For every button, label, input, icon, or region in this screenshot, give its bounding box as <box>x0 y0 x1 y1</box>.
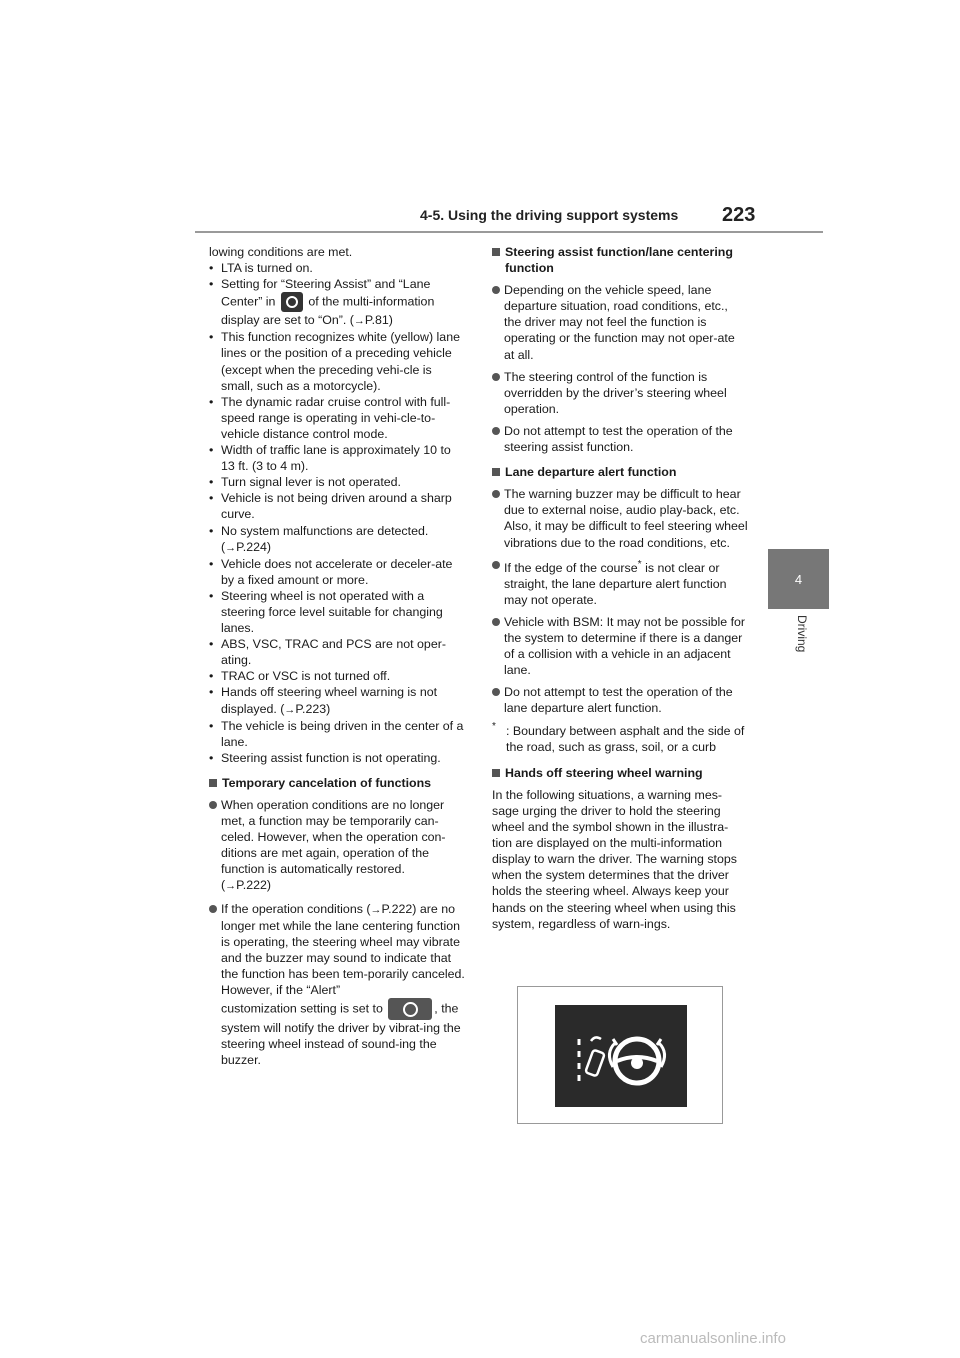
condition-item: • This function recognizes white (yellow) lane lines or the position of a preceding vehicle (except when the preceding vehi-cle is small, such as a motorcycle). <box>209 329 465 393</box>
footnote-marker: * <box>492 720 496 732</box>
reference-arrow-icon: → <box>370 903 382 916</box>
lane-departure-heading: Lane departure alert function <box>492 464 748 480</box>
page-reference-link[interactable]: P.81) <box>364 313 393 328</box>
condition-item: • TRAC or VSC is not turned off. <box>209 668 465 684</box>
header-divider <box>195 231 823 233</box>
condition-item: • Vehicle does not accelerate or deceler-ate by a fixed amount or more. <box>209 556 465 588</box>
condition-item: • No system malfunctions are detected. (→P.224) <box>209 523 465 556</box>
chapter-number: 4 <box>794 571 803 587</box>
steering-assist-item: Depending on the vehicle speed, lane departure situation, road conditions, etc., the driver may not feel the function is operating or the function may not oper-ate at all. <box>492 282 748 362</box>
operating-conditions-list <box>209 260 465 766</box>
condition-item: • Steering assist function is not operating. <box>209 750 465 766</box>
steering-assist-item: Do not attempt to test the operation of the steering assist function. <box>492 423 748 455</box>
condition-item: • The dynamic radar cruise control with full-speed range is operating in vehi-cle-to-vehicle distance control mode. <box>209 394 465 442</box>
page-reference-link[interactable]: P.223) <box>295 701 331 716</box>
condition-item: • Hands off steering wheel warning is not displayed. (→P.223) <box>209 684 465 717</box>
condition-item: • Steering wheel is not operated with a steering force level suitable for changing lanes. <box>209 588 465 636</box>
lane-departure-item: Do not attempt to test the operation of the lane departure alert function. <box>492 684 748 716</box>
multi-information-display <box>555 1005 687 1107</box>
condition-item: • The vehicle is being driven in the center of a lane. <box>209 718 465 750</box>
condition-item: • Turn signal lever is not operated. <box>209 474 465 490</box>
page-reference-link[interactable]: P.222) are <box>381 901 438 916</box>
condition-item: • ABS, VSC, TRAC and PCS are not oper-ating. <box>209 636 465 668</box>
steering-assist-item: The steering control of the function is overridden by the driver’s steering wheel operation. <box>492 369 748 417</box>
condition-item: • Setting for “Steering Assist” and “Lane Center” in of the multi-information display are set to “On”. (→P.81) <box>209 276 465 329</box>
page-reference-link[interactable]: P.222) <box>236 878 272 893</box>
steering-assist-heading: Steering assist function/lane centering function <box>492 244 748 276</box>
watermark: carmanualsonline.info <box>640 1330 786 1347</box>
condition-item: • LTA is turned on. <box>209 260 465 276</box>
lane-departure-item: The warning buzzer may be difficult to hear due to external noise, audio play-back, etc. Also, it may be difficult to feel steering wheel vibrations due to the road conditions, etc. <box>492 486 748 550</box>
right-column <box>492 244 748 932</box>
page-reference-link[interactable]: P.224) <box>236 539 272 554</box>
footnote-marker: * <box>637 558 642 570</box>
footnote: * : Boundary between asphalt and the side of the road, such as grass, soil, or a curb <box>492 720 745 754</box>
condition-item: • Width of traffic lane is approximately 10 to 13 ft. (3 to 4 m). <box>209 442 465 474</box>
left-column <box>209 244 465 1074</box>
section-title: 4-5. Using the driving support systems <box>420 207 679 223</box>
lane-departure-item: If the edge of the course* is not clear or straight, the lane departure alert function may not operate. <box>492 557 748 608</box>
chapter-tab[interactable] <box>768 549 829 609</box>
hands-off-steering-wheel-icon <box>555 1005 687 1107</box>
temporary-cancelation-heading: Temporary cancelation of functions <box>209 775 465 791</box>
reference-arrow-icon: → <box>225 880 237 893</box>
temporary-cancelation-item: When operation conditions are no longer met, a function may be temporarily can-celed. However, when the operation con-ditions are met again, operation of the function is automatically restored. (→P.222) <box>209 797 465 895</box>
temporary-cancelation-item: If the operation conditions (→P.222) are no longer met while the lane centering function is operating, the steering wheel may vibrate and the buzzer may sound to indicate that the function has been tem-porarily canceled. However, if the “Alert” customization setting is set to , the system will notify the driver by vibrat-ing the steering wheel instead of sound-ing the buzzer. <box>209 901 465 1069</box>
steering-vibration-icon <box>388 998 432 1020</box>
conditions-intro: lowing conditions are met. <box>209 245 353 259</box>
settings-gear-icon <box>281 292 303 312</box>
condition-item: • Vehicle is not being driven around a sharp curve. <box>209 490 465 522</box>
hands-off-heading: Hands off steering wheel warning <box>492 765 748 781</box>
reference-arrow-icon: → <box>284 703 296 716</box>
hands-off-body: In the following situations, a warning mes-sage urging the driver to hold the steering wheel and the symbol shown in the illustra-tion are displayed on the multi-information display to warn the driver. The warning stops when the system determines that the driver holds the steering wheel. Always keep your hands on the steering wheel when using this system, regardless of warn-ings. <box>492 787 737 931</box>
lane-departure-item: Vehicle with BSM: It may not be possible for the system to determine if there is a danger of a collision with a vehicle in an adjacent lane. <box>492 614 748 678</box>
chapter-name: Driving <box>795 615 809 653</box>
reference-arrow-icon: → <box>353 315 365 328</box>
reference-arrow-icon: → <box>225 541 237 554</box>
hands-off-illustration <box>517 986 723 1124</box>
page-number: 223 <box>722 204 756 226</box>
